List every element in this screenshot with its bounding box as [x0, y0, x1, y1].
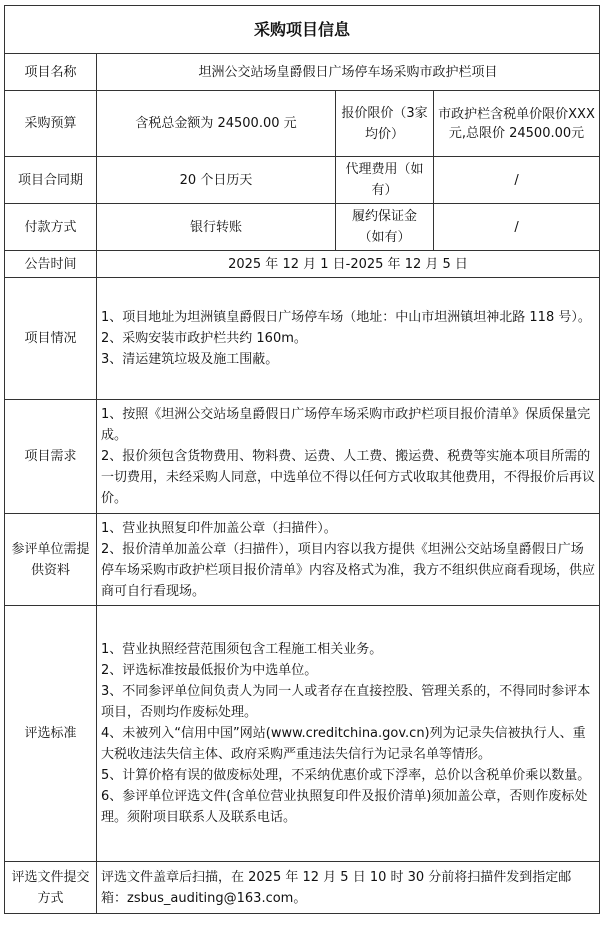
required-materials-content	[97, 514, 600, 606]
price-limit-label: 报价限价（3家均价）	[336, 91, 434, 157]
project-requirement-label: 项目需求	[5, 400, 97, 514]
project-situation-label: 项目情况	[5, 278, 97, 400]
requirement-item: 1、按照《坦洲公交站场皇爵假日广场停车场采购市政护栏项目报价清单》保质保量完成。	[101, 407, 591, 443]
situation-item: 2、采购安装市政护栏共约 160m。	[101, 331, 307, 346]
criteria-item: 1、营业执照经营范围须包含工程施工相关业务。	[101, 642, 383, 657]
evaluation-criteria-label: 评选标准	[5, 606, 97, 862]
project-situation-content	[97, 278, 600, 400]
situation-item: 3、清运建筑垃圾及施工围蔽。	[101, 352, 279, 367]
table-title: 采购项目信息	[5, 6, 600, 54]
evaluation-criteria-content	[97, 606, 600, 862]
performance-bond-value: /	[434, 204, 600, 251]
notice-time-label: 公告时间	[5, 251, 97, 278]
contract-period-value: 20 个日历天	[97, 157, 336, 204]
requirement-item: 2、报价须包含货物费用、物料费、运费、人工费、搬运费、税费等实施本项目所需的一切费用，未经采购人同意，中选单位不得以任何方式收取其他费用，不得报价后再议价。	[101, 449, 596, 506]
situation-item: 1、项目地址为坦洲镇皇爵假日广场停车场（地址：中山市坦洲镇坦神北路 118 号）。	[101, 310, 591, 325]
budget-value: 含税总金额为 24500.00 元	[97, 91, 336, 157]
payment-method-value: 银行转账	[97, 204, 336, 251]
contract-period-label: 项目合同期	[5, 157, 97, 204]
submission-method-value: 评选文件盖章后扫描，在 2025 年 12 月 5 日 10 时 30 分前将扫描件发到指定邮箱：zsbus_auditing@163.com。	[97, 862, 600, 914]
criteria-item: 6、参评单位评选文件(含单位营业执照复印件及报价清单)须加盖公章，否则作废标处理。须附项目联系人及联系电话。	[101, 789, 588, 825]
performance-bond-label: 履约保证金（如有）	[336, 204, 434, 251]
agent-fee-label: 代理费用（如有）	[336, 157, 434, 204]
project-name-label: 项目名称	[5, 54, 97, 91]
agent-fee-value: /	[434, 157, 600, 204]
materials-item: 1、营业执照复印件加盖公章（扫描件）。	[101, 520, 337, 536]
project-requirement-content	[97, 400, 600, 514]
payment-method-label: 付款方式	[5, 204, 97, 251]
price-limit-value: 市政护栏含税单价限价XXX元,总限价 24500.00元	[434, 91, 600, 157]
notice-time-value: 2025 年 12 月 1 日-2025 年 12 月 5 日	[97, 251, 600, 278]
procurement-info-table	[4, 5, 600, 914]
budget-label: 采购预算	[5, 91, 97, 157]
project-name-value: 坦洲公交站场皇爵假日广场停车场采购市政护栏项目	[97, 54, 600, 91]
materials-item: 2、报价清单加盖公章（扫描件），项目内容以我方提供《坦洲公交站场皇爵假日广场停车场采购市政护栏项目报价清单》内容及格式为准，我方不组织供应商看现场，供应商可自行看现场。	[101, 541, 596, 599]
criteria-item: 4、未被列入“信用中国”网站(www.creditchina.gov.cn)列为记录失信被执行人、重大税收违法失信主体、政府采购严重违法失信行为记录名单等情形。	[101, 726, 586, 762]
criteria-item: 2、评选标准按最低报价为中选单位。	[101, 663, 318, 678]
criteria-item: 3、不同参评单位间负责人为同一人或者存在直接控股、管理关系的，不得同时参评本项目，否则均作废标处理。	[101, 684, 591, 720]
submission-method-label: 评选文件提交方式	[5, 862, 97, 914]
required-materials-label: 参评单位需提供资料	[5, 514, 97, 606]
criteria-item: 5、计算价格有误的做废标处理，不采纳优惠价或下浮率，总价以含税单价乘以数量。	[101, 768, 591, 783]
procurement-info-document	[4, 5, 599, 914]
